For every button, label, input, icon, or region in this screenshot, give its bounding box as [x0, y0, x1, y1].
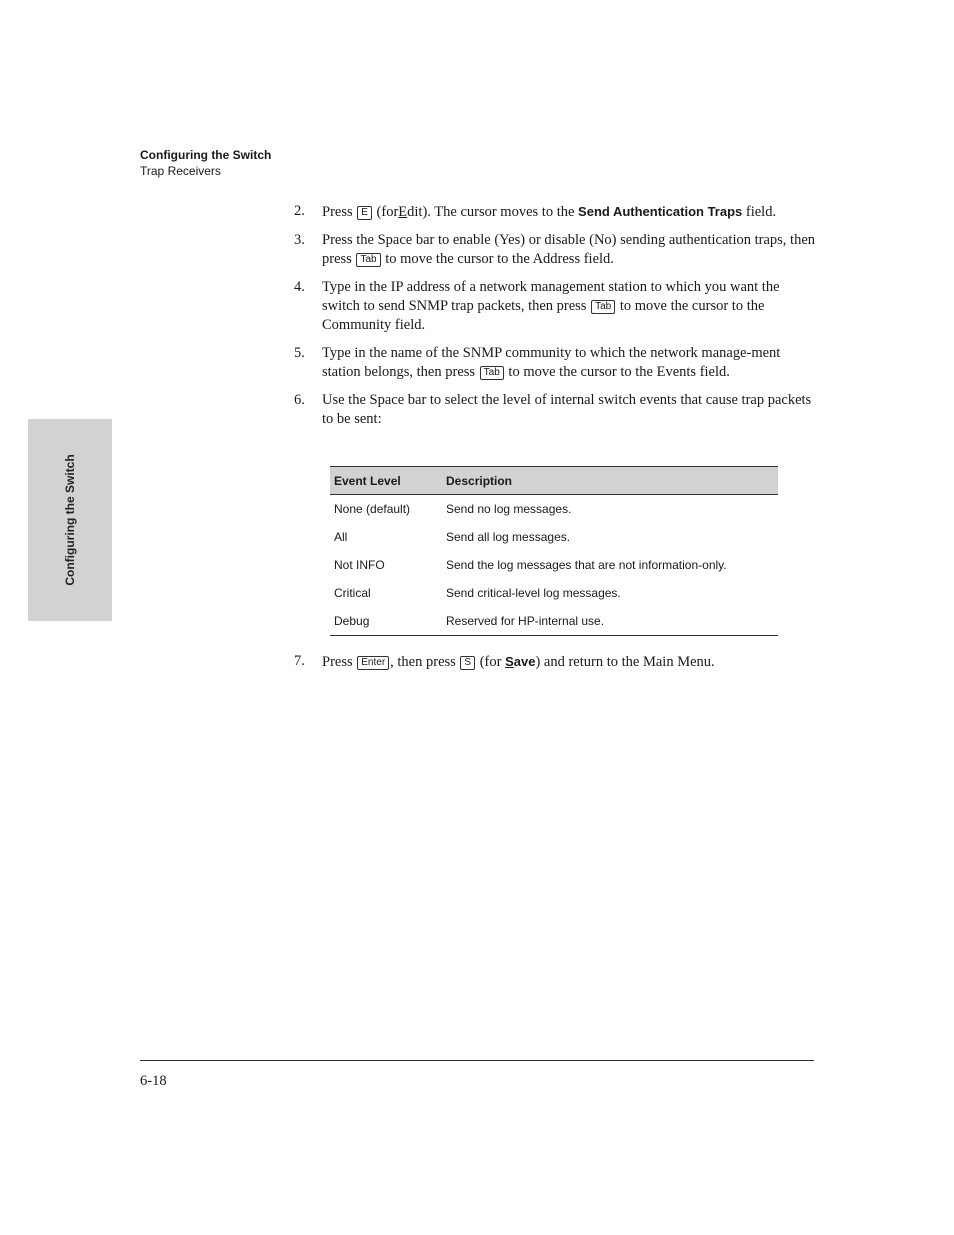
event-level-cell: All [334, 530, 348, 544]
description-cell: Reserved for HP-internal use. [442, 607, 778, 636]
step-text-part: , then press [390, 654, 456, 670]
step-text-part: dit). The cursor moves to the [407, 204, 575, 220]
side-tab-label: Configuring the Switch [63, 454, 77, 586]
step-number: 7. [294, 653, 305, 669]
table-row [330, 551, 778, 579]
description-cell: Send critical-level log messages. [446, 586, 621, 600]
command-text: ave [513, 654, 536, 669]
step-text-part: to move the cursor to the Address field. [385, 251, 614, 267]
step-3 [294, 231, 816, 269]
page-number: 6-18 [140, 1073, 167, 1089]
event-level-cell: Critical [334, 586, 371, 600]
step-text-part: ) and return to the Main Menu. [535, 654, 715, 670]
step-text: Use the Space bar to select the level of internal switch events that cause trap packets to be sent: [322, 392, 812, 427]
step-text-part: Press the Space bar to enable (Yes) or disable (No) sending authentication traps, then press [322, 232, 816, 267]
step-number: 3. [294, 232, 305, 248]
step-number: 2. [294, 203, 305, 219]
step-text-part: (for [479, 654, 502, 670]
key-tab: Tab [480, 366, 504, 380]
step-text [322, 344, 816, 382]
event-level-cell: None (default) [334, 502, 411, 516]
step-7 [294, 652, 816, 672]
step-text [322, 202, 816, 222]
table-row [330, 495, 778, 524]
step-text-part: to move the cursor to the Community field. [322, 298, 765, 333]
event-level-table [330, 466, 778, 636]
step-5 [294, 344, 816, 382]
section-title: Trap Receivers [140, 164, 221, 178]
key-enter: Enter [357, 656, 389, 670]
step-text-part: field. [745, 204, 777, 220]
save-command [505, 654, 535, 669]
step-number: 5. [294, 345, 305, 361]
step-text [322, 652, 715, 672]
step-text [322, 231, 816, 269]
table-row [330, 579, 778, 607]
step-text-part: Type in the name of the SNMP community to which the network manage-ment station belongs, then press [322, 345, 781, 380]
running-header [140, 147, 271, 179]
table-row [330, 607, 778, 636]
description-cell: Send the log messages that are not information-only. [446, 558, 727, 572]
step-text-part: Type in the IP address of a network management station to which you want the switch to send SNMP trap packets, then press [322, 279, 780, 314]
underlined-letter: E [398, 204, 408, 220]
step-text-part: Press [322, 204, 353, 220]
field-name: Send Authentication Traps [578, 204, 743, 219]
underlined-letter: S [505, 654, 514, 669]
key-tab: Tab [591, 300, 615, 314]
table-row [330, 523, 778, 551]
step-6 [294, 391, 816, 429]
chapter-side-tab [28, 419, 112, 621]
step-number: 4. [294, 279, 305, 295]
chapter-title: Configuring the Switch [140, 148, 272, 162]
step-2 [294, 202, 816, 222]
event-level-cell: Not INFO [334, 558, 385, 572]
description-cell: Send no log messages. [446, 502, 572, 516]
step-text-part: (for [376, 204, 399, 220]
table-header-row [330, 467, 778, 495]
step-4 [294, 278, 816, 335]
description-cell: Send all log messages. [446, 530, 571, 544]
procedure-steps [294, 202, 816, 438]
step-text-part: to move the cursor to the Events field. [508, 364, 730, 380]
column-header-description: Description [442, 467, 778, 495]
key-tab: Tab [356, 253, 380, 267]
column-header-event-level: Event Level [330, 467, 442, 495]
key-e: E [357, 206, 372, 220]
step-number: 6. [294, 392, 305, 408]
key-s: S [460, 656, 475, 670]
step-text-part: Press [322, 654, 353, 670]
event-level-cell: Debug [330, 607, 442, 636]
footer-rule [140, 1060, 814, 1061]
step-text [322, 278, 816, 335]
